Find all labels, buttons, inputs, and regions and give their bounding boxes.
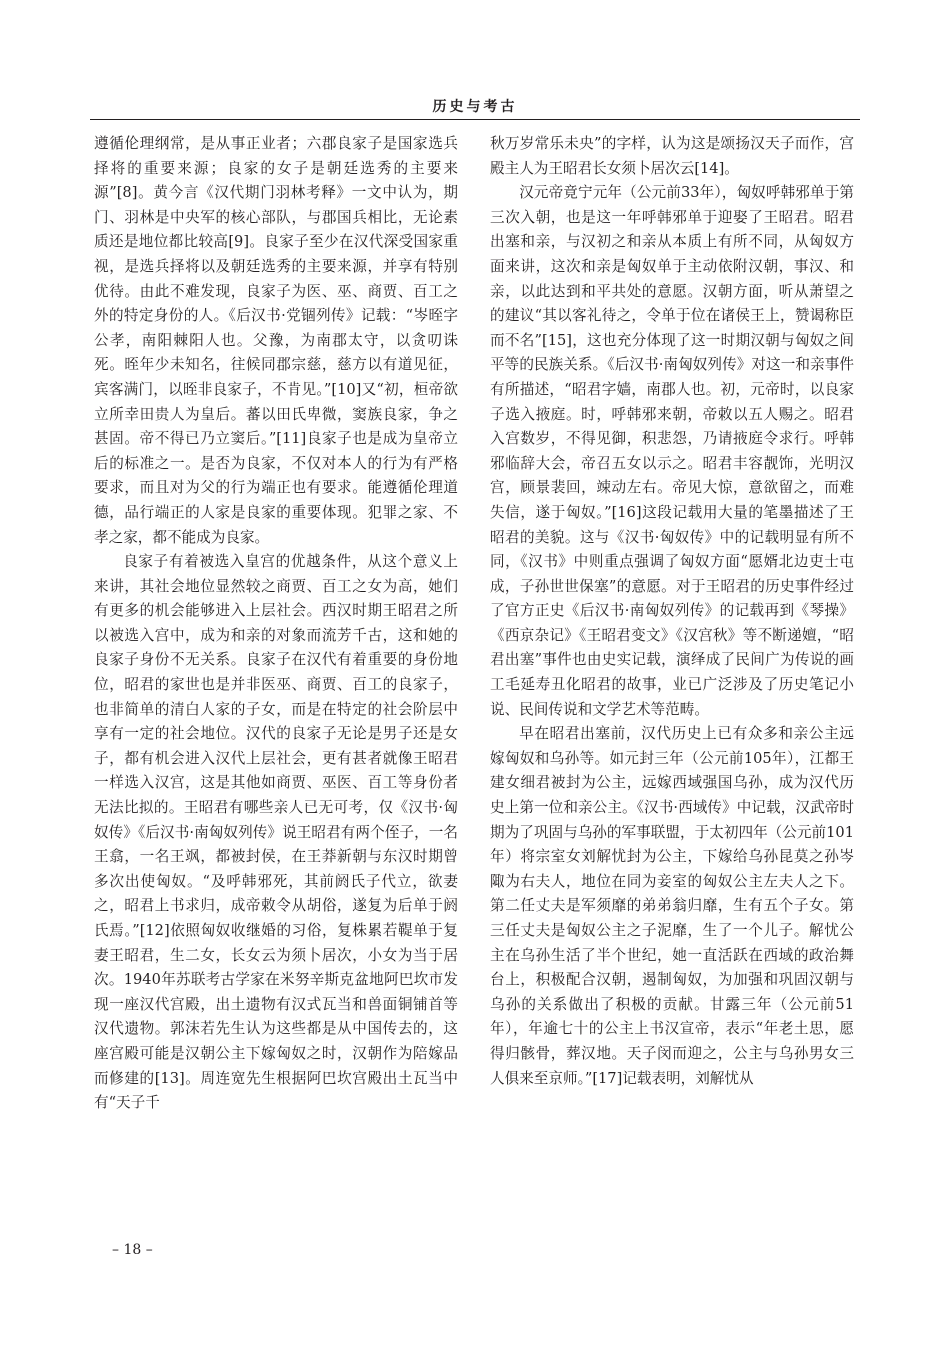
right-column: [490, 132, 854, 1091]
left-paragraph-1: 遵循伦理纲常，是从事正业者；六郡良家子是国家选兵择将的重要来源；良家的女子是朝廷选秀的主要来源”[8]。黄今言《汉代期门羽林考释》一文中认为，期门、羽林是中央军的核心部队，与郡国兵相比，无论素质还是地位都比较高[9]。良家子至少在汉代深受国家重视，是选兵择将以及朝廷选秀的主要来源，并享有特别优待。由此不难发现，良家子为医、巫、商贾、百工之外的特定身份的人。《后汉书·党锢列传》记载：“岑晊字公孝，南阳棘阳人也。父豫，为南郡太守，以贪叨诛死。晊年少未知名，往候同郡宗慈，慈方以有道见征，宾客满门，以晊非良家子，不肯见。”[10]又“初，桓帝欲立所幸田贵人为皇后。蕃以田氏卑微，窦族良家，争之甚固。帝不得已乃立窦后。”[11]良家子也是成为皇帝立后的标准之一。是否为良家，不仅对本人的行为有严格要求，而且对为父的行为端正也有要求。能遵循伦理道德，品行端正的人家是良家的重要体现。犯罪之家、不孝之家，都不能成为良家。: [94, 135, 458, 546]
page-number: – 18 –: [112, 1242, 153, 1258]
left-paragraph-2: 良家子有着被选入皇宫的优越条件，从这个意义上来讲，其社会地位显然较之商贾、百工之女为高，她们有更多的机会能够进入上层社会。西汉时期王昭君之所以被选入宫中，成为和亲的对象而流芳千古，这和她的良家子身份不无关系。良家子在汉代有着重要的身份地位，昭君的家世也是并非医巫、商贾、百工的良家子，也非简单的清白人家的子女，而是在特定的社会阶层中享有一定的社会地位。汉代的良家子无论是男子还是女子，都有机会进入汉代上层社会，更有甚者就像王昭君一样选入汉宫，这是其他如商贾、巫医、百工等身份者无法比拟的。王昭君有哪些亲人已无可考，仅《汉书·匈奴传》《后汉书·南匈奴列传》说王昭君有两个侄子，一名王翕，一名王飒，都被封侯，在王莽新朝与东汉时期曾多次出使匈奴。“及呼韩邪死，其前阏氏子代立，欲妻之，昭君上书求归，成帝敕令从胡俗，遂复为后单于阏氏焉。”[12]依照匈奴收继婚的习俗，复株累若鞮单于复妻王昭君，生二女，长女云为须卜居次，小女为当于居次。1940年苏联考古学家在米努辛斯克盆地阿巴坎市发现一座汉代宫殿，出土遗物有汉式瓦当和兽面铜铺首等汉代遗物。郭沫若先生认为这些都是从中国传去的，这座宫殿可能是汉朝公主下嫁匈奴之时，汉朝作为陪嫁品而修建的[13]。周连宽先生根据阿巴坎宫殿出土瓦当中有“天子千: [94, 553, 458, 1112]
right-paragraph-1: 秋万岁常乐未央”的字样，认为这是颂扬汉天子而作，宫殿主人为王昭君长女须卜居次云[14]。: [490, 135, 854, 177]
left-column: [94, 132, 458, 1116]
running-header: 历史与考古: [432, 99, 518, 115]
header-rule: [90, 119, 860, 120]
right-paragraph-3: 早在昭君出塞前，汉代历史上已有众多和亲公主远嫁匈奴和乌孙等。如元封三年（公元前105年），江都王建女细君被封为公主，远嫁西域强国乌孙，成为汉代历史上第一位和亲公主。《汉书·西域传》中记载，汉武帝时期为了巩固与乌孙的军事联盟，于太初四年（公元前101年）将宗室女刘解忧封为公主，下嫁给乌孙昆莫之孙岑陬为右夫人，地位在同为妾室的匈奴公主左夫人之下。第二任丈夫是军须靡的弟弟翁归靡，生有五个子女。第三任丈夫是匈奴公主之子泥靡，生了一个儿子。解忧公主在乌孙生活了半个世纪，她一直活跃在西域的政治舞台上，积极配合汉朝，遏制匈奴，为加强和巩固汉朝与乌孙的关系做出了积极的贡献。甘露三年（公元前51年），年逾七十的公主上书汉宣帝，表示“年老土思，愿得归骸骨，葬汉地。天子闵而迎之，公主与乌孙男女三人俱来至京师。”[17]记载表明，刘解忧从: [490, 725, 854, 1087]
right-paragraph-2: 汉元帝竟宁元年（公元前33年），匈奴呼韩邪单于第三次入朝，也是这一年呼韩邪单于迎娶了王昭君。昭君出塞和亲，与汉初之和亲从本质上有所不同，从匈奴方面来讲，这次和亲是匈奴单于主动依附汉朝，事汉、和亲，以此达到和平共处的意愿。汉朝方面，听从萧望之的建议“其以客礼待之，令单于位在诸侯王上，赞谒称臣而不名”[15]，这也充分体现了这一时期汉朝与匈奴之间平等的民族关系。《后汉书·南匈奴列传》对这一和亲事件有所描述，“昭君字嫱，南郡人也。初，元帝时，以良家子选入掖庭。时，呼韩邪来朝，帝敕以五人赐之。昭君入宫数岁，不得见御，积悲怨，乃请掖庭令求行。呼韩邪临辞大会，帝召五女以示之。昭君丰容靓饰，光明汉宫，顾景裴回，竦动左右。帝见大惊，意欲留之，而难失信，遂于匈奴。”[16]这段记载用大量的笔墨描述了王昭君的美貌。这与《汉书·匈奴传》中的记载明显有所不同，《汉书》中则重点强调了匈奴方面“愿婿北边吏士屯成，子孙世世保塞”的意愿。对于王昭君的历史事件经过了官方正史《后汉书·南匈奴列传》的记载再到《琴操》《西京杂记》《王昭君变文》《汉宫秋》等不断递嬗，“昭君出塞”事件也由史实记载，演绎成了民间广为传说的画工毛延寿丑化昭君的故事，业已广泛涉及了历史笔记小说、民间传说和文学艺术等范畴。: [490, 184, 854, 718]
